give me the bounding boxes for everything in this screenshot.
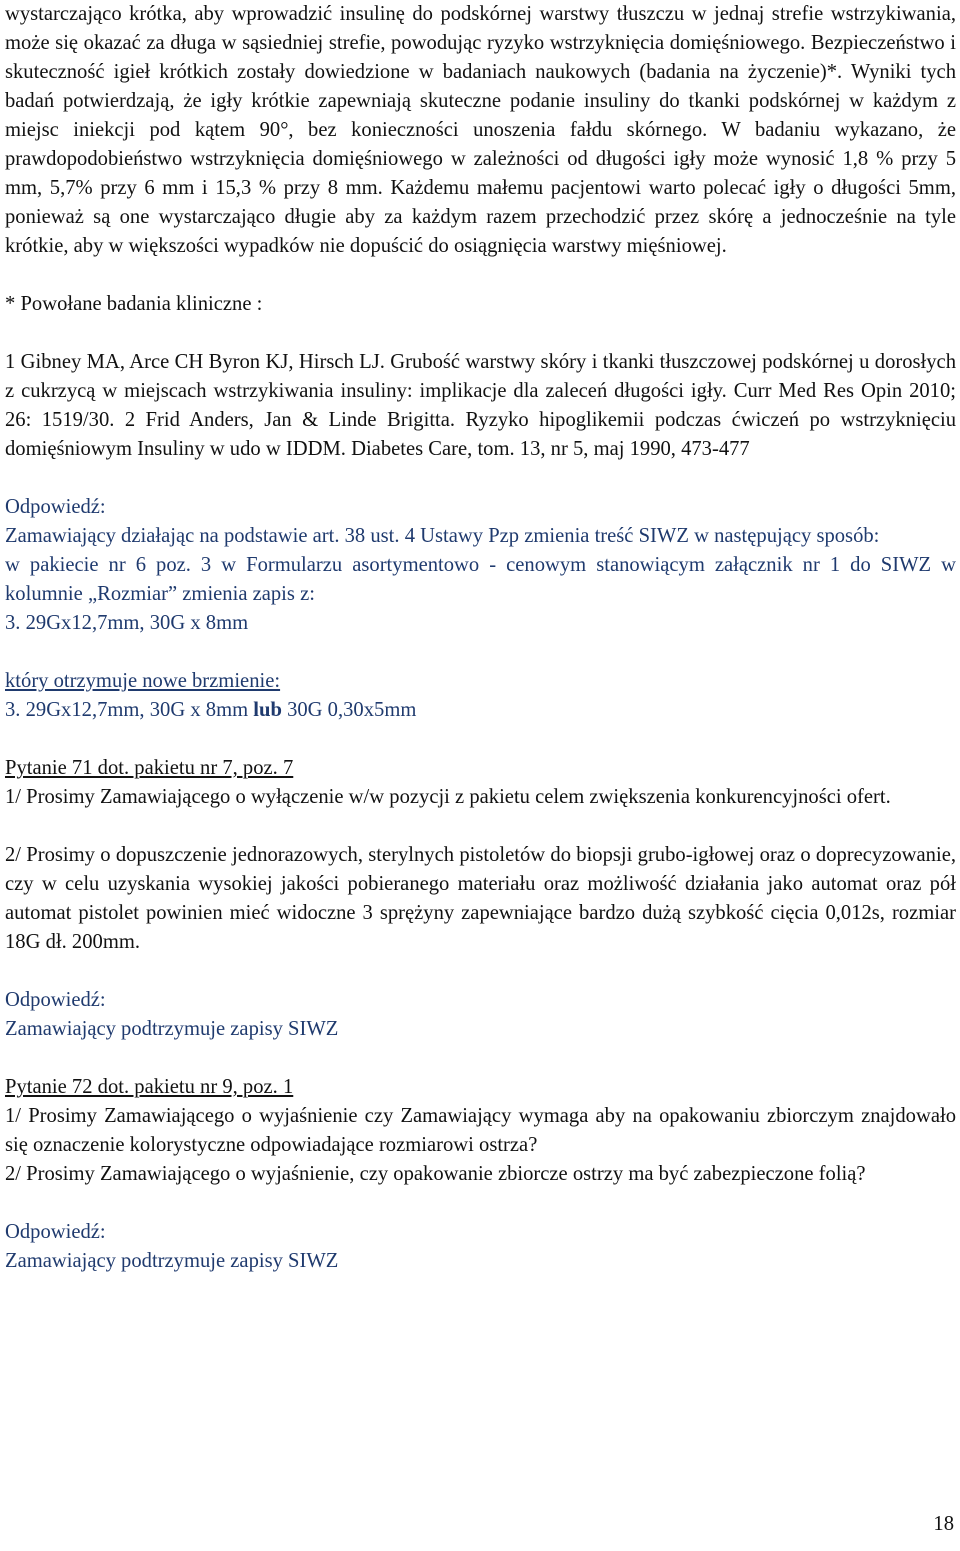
q71-answer-text: Zamawiający podtrzymuje zapisy SIWZ — [5, 1018, 339, 1040]
q72-title-text: Pytanie 72 dot. pakietu nr 9, poz. 1 — [5, 1076, 294, 1098]
q71-answer-label: Odpowiedź: — [5, 989, 106, 1011]
q71-p2: 2/ Prosimy o dopuszczenie jednorazowych, sterylnych pistoletów do biopsji grubo-igłowej oraz o doprecyzowanie, czy w celu uzyskania wysokiej jakości pobieranego materiału oraz możliwość działania jako automat oraz pół automat pistolet powinien mieć widoczne 3 sprężyny zapewniające bardzo dużą szybkość cięcia 0,012s, rozmiar 18G dł. 200mm. — [5, 844, 956, 953]
answer1-new-label-text: który otrzymuje nowe brzmienie: — [5, 670, 281, 692]
page-number: 18 — [933, 1513, 954, 1535]
studies-heading: * Powołane badania kliniczne : — [5, 293, 263, 315]
q72-p2: 2/ Prosimy Zamawiającego o wyjaśnienie, czy opakowanie zbiorcze ostrzy ma być zabezpieczone folią? — [5, 1163, 866, 1185]
intro-paragraph: wystarczająco krótka, aby wprowadzić insulinę do podskórnej warstwy tłuszczu w jednaj strefie wstrzykiwania, może się okazać za długa w sąsiedniej strefie, powodując ryzyko wstrzyknięcia domięśniowego. Bezpieczeństwo i skuteczność igieł krótkich zostały dowiedzione w badaniach naukowych (badania na życzenie)*. Wyniki tych badań potwierdzają, że igły krótkie zapewniają skuteczne podanie insuliny do tkanki podskórnej w każdym z miejsc iniekcji pod kątem 90°, bez konieczności unoszenia fałdu skórnego. W badaniu wykazano, że prawdopodobieństwo wstrzyknięcia domięśniowego w zależności od długości igły może wynosić 1,8 % przy 5 mm, 5,7% przy 6 mm i 15,3 % przy 8 mm. Każdemu małemu pacjentowi warto polecać igły o długości 5mm, ponieważ są one wystarczająco długie aby za każdym razem przechodzić przez skórę a jednocześnie na tyle krótkie, aby w większości wypadków nie dopuścić do osiągnięcia warstwy mięśniowej. — [5, 3, 956, 257]
answer1-new-value — [5, 696, 956, 725]
answer1-old-value: 3. 29Gx12,7mm, 30G x 8mm — [5, 612, 249, 634]
q71-title — [5, 754, 956, 783]
q71-p1: 1/ Prosimy Zamawiającego o wyłączenie w/w pozycji z pakietu celem zwiększenia konkurencyjności ofert. — [5, 786, 891, 808]
new-value-bold: lub — [253, 699, 282, 721]
q72-answer-label: Odpowiedź: — [5, 1221, 106, 1243]
document-page — [5, 0, 956, 1276]
q72-p1: 1/ Prosimy Zamawiającego o wyjaśnienie czy Zamawiający wymaga aby na opakowaniu zbiorczym znajdowało się oznaczenie kolorystyczne odpowiadające rozmiarowi ostrza? — [5, 1105, 956, 1156]
new-value-part-a: 3. 29Gx12,7mm, 30G x 8mm — [5, 699, 254, 721]
answer1-text: Zamawiający działając na podstawie art. 38 ust. 4 Ustawy Pzp zmienia treść SIWZ w następujący sposób: — [5, 525, 880, 547]
references-paragraph: 1 Gibney MA, Arce CH Byron KJ, Hirsch LJ. Grubość warstwy skóry i tkanki tłuszczowej podskórnej u dorosłych z cukrzycą w miejscach wstrzykiwania insuliny: implikacje dla zaleceń długości igły. Curr Med Res Opin 2010; 26: 1519/30. 2 Frid Anders, Jan & Linde Brigitta. Ryzyko hipoglikemii podczas ćwiczeń po wstrzyknięciu domięśniowym Insuliny w udo w IDDM. Diabetes Care, tom. 13, nr 5, maj 1990, 473-477 — [5, 351, 956, 460]
q72-title — [5, 1073, 956, 1102]
new-value-part-b: 30G 0,30x5mm — [281, 699, 417, 721]
answer1-package-line: w pakiecie nr 6 poz. 3 w Formularzu asortymentowo - cenowym stanowiącym załącznik nr 1 do SIWZ w kolumnie „Rozmiar” zmienia zapis z: — [5, 554, 956, 605]
q72-answer-text: Zamawiający podtrzymuje zapisy SIWZ — [5, 1250, 339, 1272]
q71-title-text: Pytanie 71 dot. pakietu nr 7, poz. 7 — [5, 757, 294, 779]
answer1-new-label — [5, 667, 956, 696]
answer1-label: Odpowiedź: — [5, 496, 106, 518]
